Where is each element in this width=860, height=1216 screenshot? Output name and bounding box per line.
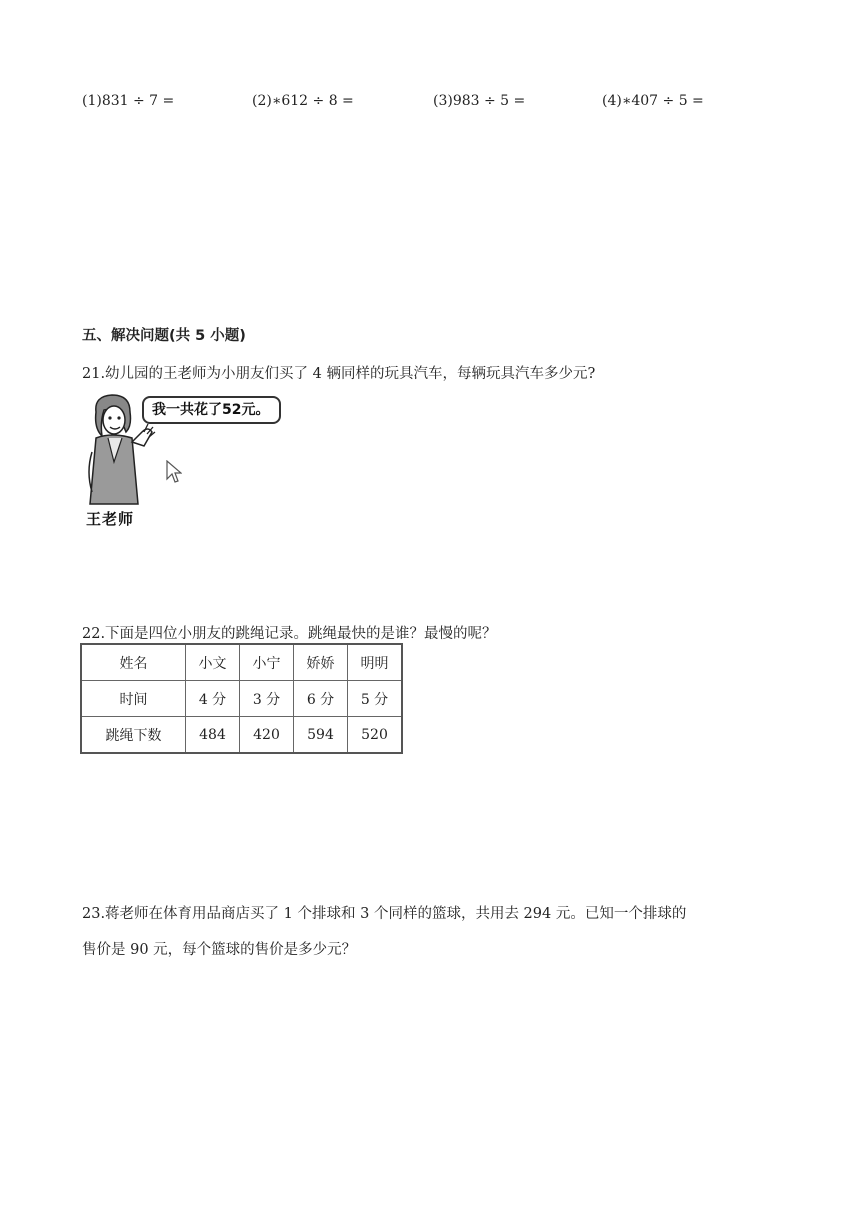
table-cell: 6 分 [294,681,348,717]
table-cell: 520 [348,717,403,754]
calculation-3: (3)983 ÷ 5 = [433,93,526,109]
table-cell: 5 分 [348,681,403,717]
table-cell: 时间 [81,681,186,717]
table-header-row [81,644,402,681]
table-cell: 3 分 [240,681,294,717]
table-cell: 明明 [348,644,403,681]
table-row [81,717,402,754]
question-23-line-1: 23.蒋老师在体育用品商店买了 1 个排球和 3 个同样的篮球，共用去 294 元。已知一个排球的 [82,906,687,922]
table-cell: 594 [294,717,348,754]
question-22-text: 22.下面是四位小朋友的跳绳记录。跳绳最快的是谁？最慢的呢？ [82,626,497,642]
table-cell: 小文 [186,644,240,681]
calculation-2: (2)∗612 ÷ 8 = [252,93,354,109]
table-cell: 跳绳下数 [81,717,186,754]
speech-bubble: 我一共花了52元。 [142,396,281,424]
jump-rope-table [80,643,403,754]
question-23-line-2: 售价是 90 元，每个篮球的售价是多少元？ [82,942,357,958]
section-title: 五、解决问题(共 5 小题) [82,328,246,344]
question-21-text: 21.幼儿园的王老师为小朋友们买了 4 辆同样的玩具汽车，每辆玩具汽车多少元? [82,366,596,382]
table-cell: 娇娇 [294,644,348,681]
table-cell: 4 分 [186,681,240,717]
table-cell: 姓名 [81,644,186,681]
table-row [81,681,402,717]
teacher-caption: 王老师 [86,510,135,528]
table-cell: 小宁 [240,644,294,681]
teacher-illustration [82,392,282,532]
table-cell: 484 [186,717,240,754]
calculation-4: (4)∗407 ÷ 5 = [602,93,704,109]
calculation-row [82,93,782,115]
table-cell: 420 [240,717,294,754]
calculation-1: (1)831 ÷ 7 = [82,93,175,109]
cursor-arrow-icon [166,460,182,484]
